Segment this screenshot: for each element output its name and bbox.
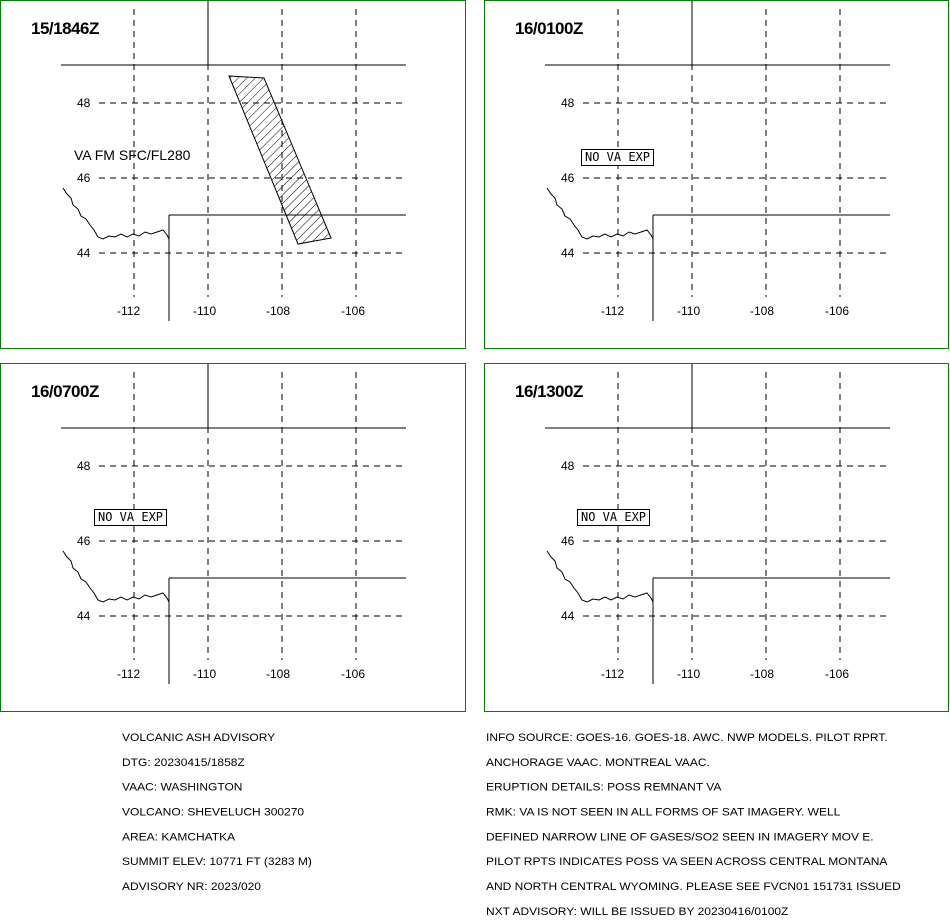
advisory-line: VAAC: WASHINGTON [122, 780, 243, 794]
lon-label: -106 [825, 667, 850, 681]
map-canvas [485, 1, 950, 350]
lon-label: -108 [750, 304, 775, 318]
advisory-line: PILOT RPTS INDICATES POSS VA SEEN ACROSS CENTRAL MONTANA [486, 855, 888, 868]
advisory-line: AND NORTH CENTRAL WYOMING. PLEASE SEE FVCN01 151731 ISSUED [486, 879, 901, 893]
map-panel-2 [484, 0, 949, 349]
advisory-line: DTG: 20230415/1858Z [122, 755, 245, 769]
lon-label: -110 [677, 304, 701, 318]
no-va-exp-box: NO VA EXP [581, 149, 654, 166]
lat-label: 46 [77, 171, 91, 185]
no-va-exp-box: NO VA EXP [94, 509, 167, 526]
advisory-remarks-text [486, 717, 901, 924]
advisory-line: ANCHORAGE VAAC. MONTREAL VAAC. [486, 755, 710, 769]
lat-label: 48 [77, 96, 91, 110]
panel-time: 15/1846Z [31, 19, 99, 38]
lon-label: -108 [750, 667, 775, 681]
advisory-line: AREA: KAMCHATKA [122, 830, 236, 844]
coastline [63, 188, 169, 239]
panel-time: 16/0100Z [515, 19, 583, 38]
lon-label: -108 [266, 667, 291, 681]
ash-cloud-polygon [229, 76, 331, 244]
no-va-exp-box: NO VA EXP [577, 509, 650, 526]
advisory-line: DEFINED NARROW LINE OF GASES/SO2 SEEN IN IMAGERY MOV E. [486, 830, 874, 844]
lat-label: 46 [77, 534, 91, 548]
lon-label: -112 [117, 667, 141, 681]
lon-label: -112 [117, 304, 141, 318]
panel-time: 16/0700Z [31, 382, 99, 401]
lon-label: -110 [193, 667, 217, 681]
lat-label: 48 [561, 459, 575, 473]
lon-label: -108 [266, 304, 291, 318]
advisory-line: VOLCANIC ASH ADVISORY [122, 730, 276, 744]
lat-label: 46 [561, 534, 575, 548]
advisory-line: NXT ADVISORY: WILL BE ISSUED BY 20230416/0100Z [486, 904, 789, 918]
map-panel-1 [0, 0, 466, 349]
map-canvas [485, 364, 950, 713]
advisory-line: ERUPTION DETAILS: POSS REMNANT VA [486, 780, 722, 794]
advisory-line: VOLCANO: SHEVELUCH 300270 [122, 805, 305, 819]
lon-label: -112 [601, 304, 625, 318]
lat-label: 48 [77, 459, 91, 473]
coastline [547, 551, 653, 602]
map-canvas [1, 364, 467, 713]
lon-label: -106 [341, 667, 366, 681]
coastline [547, 188, 653, 239]
lon-label: -106 [341, 304, 366, 318]
va-level-label: VA FM SFC/FL280 [74, 147, 191, 163]
advisory-line: ADVISORY NR: 2023/020 [122, 879, 261, 893]
map-panel-4 [484, 363, 949, 712]
map-panel-3 [0, 363, 466, 712]
advisory-line: SUMMIT ELEV: 10771 FT (3283 M) [122, 855, 312, 868]
lat-label: 48 [561, 96, 575, 110]
map-canvas [1, 1, 467, 350]
advisory-line: RMK: VA IS NOT SEEN IN ALL FORMS OF SAT IMAGERY. WELL [486, 805, 841, 819]
lat-label: 44 [561, 246, 575, 260]
lat-label: 44 [561, 609, 575, 623]
lat-label: 46 [561, 171, 575, 185]
advisory-header-text [122, 717, 312, 899]
lon-label: -112 [601, 667, 625, 681]
lon-label: -110 [193, 304, 217, 318]
advisory-line: INFO SOURCE: GOES-16. GOES-18. AWC. NWP MODELS. PILOT RPRT. [486, 730, 888, 744]
lat-label: 44 [77, 609, 91, 623]
lat-label: 44 [77, 246, 91, 260]
panel-time: 16/1300Z [515, 382, 583, 401]
coastline [63, 551, 169, 602]
lon-label: -110 [677, 667, 701, 681]
lon-label: -106 [825, 304, 850, 318]
